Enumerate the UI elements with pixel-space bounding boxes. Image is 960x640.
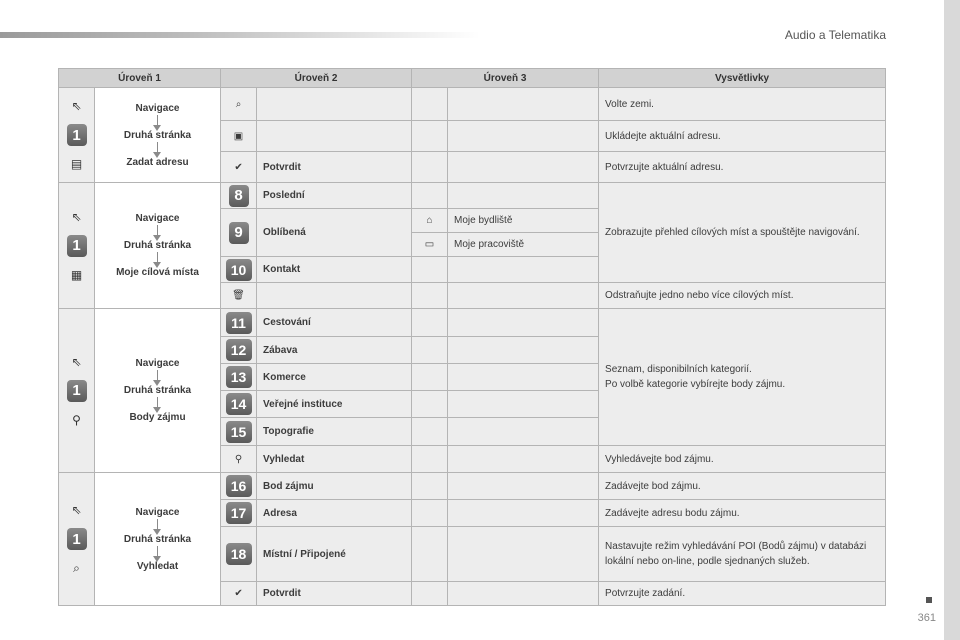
badge-cell: [221, 209, 257, 257]
poi-icon: ⚲: [72, 412, 81, 427]
explanation: Zadávejte bod zájmu.: [599, 473, 886, 500]
chain-step: Navigace: [135, 213, 180, 224]
item-badge: 9: [229, 222, 249, 244]
chain-step: Druhá stránka: [123, 240, 192, 251]
down-arrow-icon: [157, 370, 158, 384]
explanation: Ukládejte aktuální adresu.: [599, 121, 886, 152]
header-bar: [0, 32, 480, 38]
explanation: Nastavujte režim vyhledávání POI (Bodů zájmu) v databázi lokální nebo on-line, podle sjednaných služeb.: [599, 527, 886, 582]
down-arrow-icon: [157, 252, 158, 266]
level2-label: [257, 121, 412, 152]
trash-icon: 🗑: [221, 283, 257, 309]
level1-icons: [59, 473, 95, 606]
chain-step: Zadat adresu: [126, 156, 189, 168]
down-arrow-icon: [157, 546, 158, 560]
level2-label: Kontakt: [257, 257, 412, 283]
down-arrow-icon: [157, 397, 158, 411]
level2-label: [257, 283, 412, 309]
col-header-level3: Úroveň 3: [412, 69, 599, 88]
explanation-line: Seznam, disponibilních kategorií.: [605, 364, 752, 375]
level2-label: Vyhledat: [257, 446, 412, 473]
level2-label: Veřejné instituce: [257, 391, 412, 418]
item-badge: 17: [226, 502, 252, 524]
chain-step: Druhá stránka: [123, 385, 192, 396]
level2-label: Potvrdit: [257, 582, 412, 606]
level1-chain: [95, 309, 221, 473]
level3-icon: [412, 121, 448, 152]
menu-table: [58, 68, 886, 606]
badge-cell: [221, 337, 257, 364]
badge-cell: [221, 364, 257, 391]
item-badge: 16: [226, 475, 252, 497]
address-entry-icon: ▤: [70, 157, 83, 171]
level1-chain: [95, 88, 221, 183]
level2-label: Místní / Připojené: [257, 527, 412, 582]
explanation: Zobrazujte přehled cílových míst a spouštějte navigování.: [599, 183, 886, 283]
step-badge: 1: [67, 528, 87, 550]
level1-icons: [59, 183, 95, 309]
page-edge: [944, 0, 960, 640]
badge-cell: [221, 391, 257, 418]
explanation: [599, 309, 886, 446]
country-icon: ⌕: [221, 88, 257, 121]
checkered-flag-icon: ▦: [70, 267, 83, 282]
badge-cell: [221, 257, 257, 283]
down-arrow-icon: [157, 519, 158, 533]
level1-chain: [95, 473, 221, 606]
save-icon: ▣: [221, 121, 257, 152]
level3-icon: [412, 152, 448, 183]
level1-icons: [59, 309, 95, 473]
down-arrow-icon: [157, 225, 158, 239]
navigation-icon: ⇖: [71, 209, 82, 224]
level2-label: Zábava: [257, 337, 412, 364]
badge-cell: [221, 527, 257, 582]
item-badge: 13: [226, 366, 252, 388]
col-header-level1: Úroveň 1: [59, 69, 221, 88]
badge-cell: [221, 473, 257, 500]
item-badge: 12: [226, 339, 252, 361]
search-abc-icon: ⌕: [73, 560, 80, 575]
item-badge: 11: [226, 312, 252, 334]
chain-step: Druhá stránka: [123, 533, 192, 545]
level3-label: Moje pracoviště: [448, 233, 599, 257]
badge-cell: [221, 183, 257, 209]
level2-label: Bod zájmu: [257, 473, 412, 500]
chain-step: Moje cílová místa: [116, 267, 199, 278]
chain-step: Vyhledat: [136, 560, 179, 572]
level2-label: Oblíbená: [257, 209, 412, 257]
search-icon: ⚲: [221, 446, 257, 473]
home-icon: ⌂: [412, 209, 448, 233]
explanation: Odstraňujte jedno nebo více cílových míst.: [599, 283, 886, 309]
step-badge: 1: [67, 380, 87, 402]
navigation-icon: ⇖: [71, 503, 82, 517]
chain-step: Navigace: [135, 358, 180, 369]
navigation-icon: ⇖: [71, 354, 82, 369]
level2-label: Topografie: [257, 418, 412, 446]
item-badge: 14: [226, 393, 252, 415]
explanation: Potvrzujte zadání.: [599, 582, 886, 606]
item-badge: 10: [226, 259, 252, 281]
level2-label: [257, 88, 412, 121]
section-title: Audio a Telematika: [784, 28, 886, 42]
badge-cell: [221, 309, 257, 337]
col-header-explanation: Vysvětlivky: [599, 69, 886, 88]
item-badge: 18: [226, 543, 252, 565]
level3-label: [448, 121, 599, 152]
level3-icon: [412, 88, 448, 121]
level1-chain: [95, 183, 221, 309]
level2-label: Cestování: [257, 309, 412, 337]
page-marker: [926, 597, 932, 603]
chain-step: Druhá stránka: [123, 129, 192, 141]
step-badge: 1: [67, 124, 87, 146]
explanation-line: Po volbě kategorie vybírejte body zájmu.: [605, 379, 786, 390]
page-number: 361: [917, 612, 936, 624]
level2-label: Adresa: [257, 500, 412, 527]
col-header-level2: Úroveň 2: [221, 69, 412, 88]
explanation: Zadávejte adresu bodu zájmu.: [599, 500, 886, 527]
down-arrow-icon: [157, 142, 158, 156]
chain-step: Navigace: [135, 506, 180, 518]
level2-label: Potvrdit: [257, 152, 412, 183]
level2-label: Komerce: [257, 364, 412, 391]
down-arrow-icon: [157, 115, 158, 129]
item-badge: 8: [229, 185, 249, 207]
explanation: Volte zemi.: [599, 88, 886, 121]
level3-label: Moje bydliště: [448, 209, 599, 233]
checkmark-icon: ✔: [221, 582, 257, 606]
item-badge: 15: [226, 421, 252, 443]
briefcase-icon: ▭: [412, 233, 448, 257]
badge-cell: [221, 500, 257, 527]
chain-step: Navigace: [135, 102, 180, 114]
level2-label: Poslední: [257, 183, 412, 209]
navigation-icon: ⇖: [71, 99, 82, 113]
step-badge: 1: [67, 235, 87, 257]
badge-cell: [221, 418, 257, 446]
level1-icons: [59, 88, 95, 183]
level3-label: [448, 88, 599, 121]
chain-step: Body zájmu: [129, 412, 186, 423]
level3-label: [448, 152, 599, 183]
explanation: Vyhledávejte bod zájmu.: [599, 446, 886, 473]
checkmark-icon: ✔: [221, 152, 257, 183]
explanation: Potvrzujte aktuální adresu.: [599, 152, 886, 183]
